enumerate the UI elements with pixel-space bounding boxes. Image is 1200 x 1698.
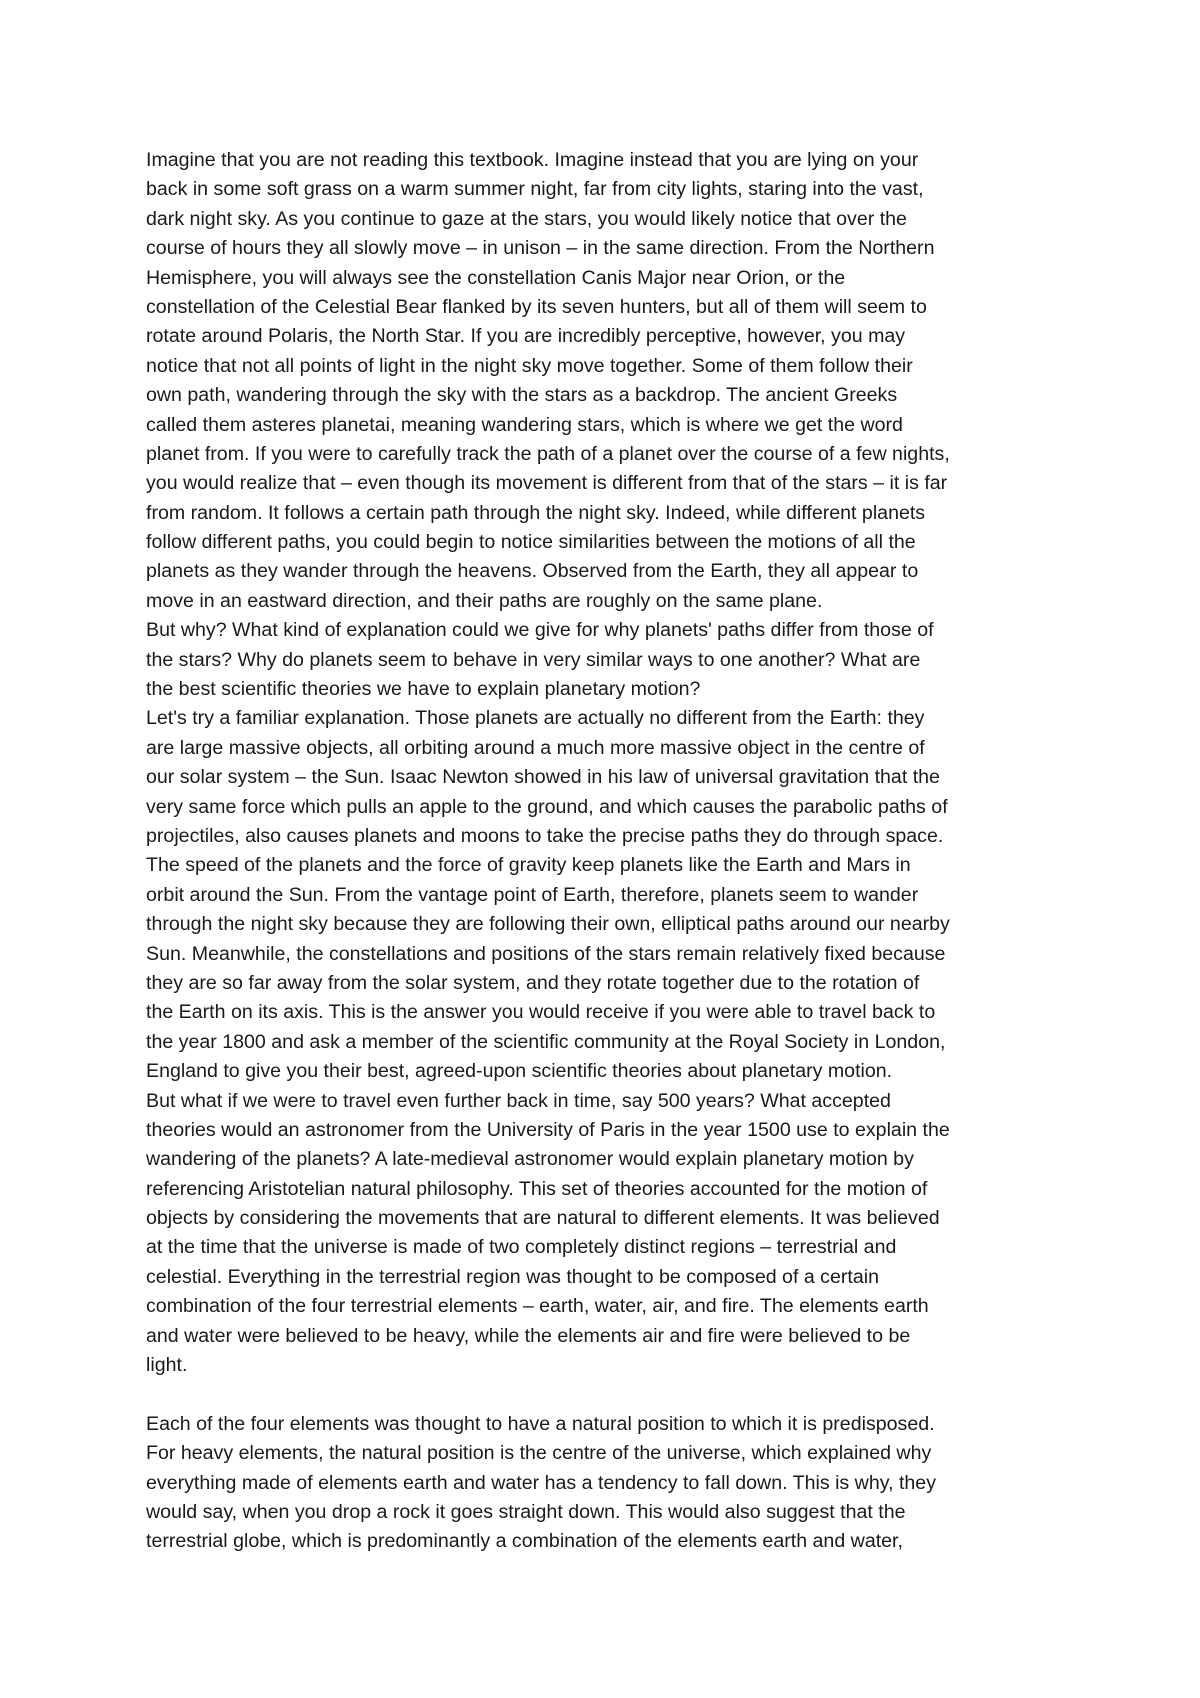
text-line: planets as they wander through the heavens. Observed from the Earth, they all appear to: [146, 560, 919, 583]
text-line: our solar system – the Sun. Isaac Newton showed in his law of universal gravitation that the: [146, 766, 940, 789]
text-line: England to give you their best, agreed-upon scientific theories about planetary motion.: [146, 1060, 893, 1083]
paragraph: [146, 616, 1076, 704]
paragraph: [146, 1410, 1076, 1557]
paragraph: [146, 146, 1076, 616]
text-line: wandering of the planets? A late-medieval astronomer would explain planetary motion by: [146, 1148, 914, 1171]
text-line: But why? What kind of explanation could we give for why planets' paths differ from those of: [146, 619, 934, 642]
paragraph-spacer: [146, 1380, 1076, 1409]
document-body: [146, 146, 1076, 1557]
text-line: For heavy elements, the natural position is the centre of the universe, which explained why: [146, 1442, 932, 1465]
text-line: planet from. If you were to carefully track the path of a planet over the course of a few nights,: [146, 442, 950, 465]
text-line: back in some soft grass on a warm summer night, far from city lights, staring into the vast,: [146, 178, 924, 201]
text-line: The speed of the planets and the force of gravity keep planets like the Earth and Mars in: [146, 854, 911, 877]
text-line: theories would an astronomer from the University of Paris in the year 1500 use to explain the: [146, 1118, 950, 1141]
text-line: Each of the four elements was thought to have a natural position to which it is predisposed.: [146, 1412, 935, 1435]
text-line: rotate around Polaris, the North Star. If you are incredibly perceptive, however, you may: [146, 325, 906, 348]
text-line: are large massive objects, all orbiting around a much more massive object in the centre of: [146, 736, 925, 759]
text-line: Let's try a familiar explanation. Those planets are actually no different from the Earth: they: [146, 707, 925, 730]
text-line: and water were believed to be heavy, while the elements air and fire were believed to be: [146, 1324, 911, 1347]
text-line: own path, wandering through the sky with the stars as a backdrop. The ancient Greeks: [146, 384, 898, 407]
text-line: terrestrial globe, which is predominantly a combination of the elements earth and water,: [146, 1530, 903, 1553]
text-line: move in an eastward direction, and their paths are roughly on the same plane.: [146, 589, 823, 612]
text-line: referencing Aristotelian natural philosophy. This set of theories accounted for the motion of: [146, 1177, 928, 1200]
text-line: the stars? Why do planets seem to behave in very similar ways to one another? What are: [146, 648, 921, 671]
text-line: light.: [146, 1354, 188, 1377]
text-line: combination of the four terrestrial elements – earth, water, air, and fire. The elements earth: [146, 1295, 929, 1318]
text-line: Hemisphere, you will always see the constellation Canis Major near Orion, or the: [146, 266, 846, 289]
text-line: follow different paths, you could begin to notice similarities between the motions of all the: [146, 531, 916, 554]
text-line: notice that not all points of light in the night sky move together. Some of them follow their: [146, 354, 913, 377]
text-line: Sun. Meanwhile, the constellations and positions of the stars remain relatively fixed because: [146, 942, 946, 965]
text-line: Imagine that you are not reading this textbook. Imagine instead that you are lying on your: [146, 149, 919, 171]
text-line: the best scientific theories we have to explain planetary motion?: [146, 678, 701, 701]
text-line: projectiles, also causes planets and moons to take the precise paths they do through space.: [146, 824, 944, 847]
text-line: constellation of the Celestial Bear flanked by its seven hunters, but all of them will seem to: [146, 295, 927, 318]
text-line: you would realize that – even though its movement is different from that of the stars – it is far: [146, 472, 948, 495]
text-line: orbit around the Sun. From the vantage point of Earth, therefore, planets seem to wander: [146, 883, 919, 906]
text-line: called them asteres planetai, meaning wandering stars, which is where we get the word: [146, 413, 903, 436]
text-line: from random. It follows a certain path through the night sky. Indeed, while different planets: [146, 501, 926, 524]
text-line: But what if we were to travel even further back in time, say 500 years? What accepted: [146, 1089, 891, 1112]
text-line: objects by considering the movements that are natural to different elements. It was believed: [146, 1207, 940, 1230]
text-line: they are so far away from the solar system, and they rotate together due to the rotation of: [146, 971, 920, 994]
text-line: everything made of elements earth and water has a tendency to fall down. This is why, they: [146, 1471, 936, 1494]
text-line: very same force which pulls an apple to the ground, and which causes the parabolic paths of: [146, 795, 948, 818]
paragraph: [146, 704, 1076, 1086]
paragraph: [146, 1087, 1076, 1381]
text-line: through the night sky because they are following their own, elliptical paths around our nearby: [146, 913, 950, 936]
text-line: the year 1800 and ask a member of the scientific community at the Royal Society in London,: [146, 1030, 946, 1053]
text-line: at the time that the universe is made of two completely distinct regions – terrestrial and: [146, 1236, 897, 1259]
text-line: dark night sky. As you continue to gaze at the stars, you would likely notice that over the: [146, 207, 907, 230]
text-line: course of hours they all slowly move – in unison – in the same direction. From the Northern: [146, 237, 935, 260]
text-line: would say, when you drop a rock it goes straight down. This would also suggest that the: [146, 1500, 906, 1523]
text-line: celestial. Everything in the terrestrial region was thought to be composed of a certain: [146, 1265, 879, 1288]
text-line: the Earth on its axis. This is the answer you would receive if you were able to travel back to: [146, 1001, 936, 1024]
